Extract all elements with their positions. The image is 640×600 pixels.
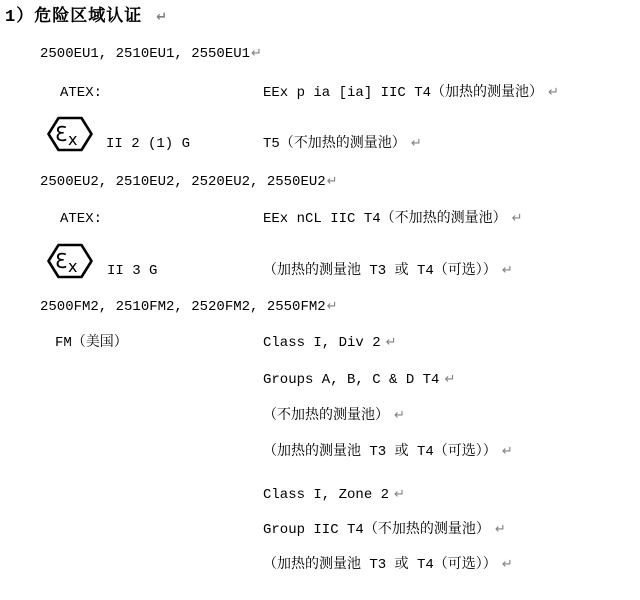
- cert-value-text: （不加热的测量池）: [263, 408, 389, 424]
- cert-value-atex-2: [263, 209, 523, 229]
- fm-cert-line-7: [263, 555, 513, 575]
- atex-ex-icon: [47, 243, 93, 279]
- cert-label-atex-2: [60, 209, 102, 229]
- cert-value-atex-1: [263, 83, 559, 103]
- atex-epsilon-glyph: Ɛ: [55, 249, 68, 273]
- marking-value-2: [263, 261, 513, 281]
- cert-value-text: Class I, Zone 2: [263, 487, 390, 503]
- fm-cert-line-1: [263, 333, 397, 353]
- marking-code-2: [107, 261, 157, 281]
- paragraph-mark: ↵: [385, 335, 397, 350]
- cert-value-text: Group IIC T4（不加热的测量池）: [263, 522, 490, 538]
- fm-cert-line-6: [263, 520, 506, 540]
- paragraph-mark: ↵: [326, 174, 338, 189]
- cert-value-text: （加热的测量池 T3 或 T4（可选））: [263, 444, 497, 460]
- paragraph-mark: ↵: [501, 263, 513, 278]
- marking-code-1: [106, 134, 190, 154]
- cert-value-text: EEx p ia [ia] IIC T4（加热的测量池）: [263, 85, 544, 101]
- model-list-text: 2500EU2, 2510EU2, 2520EU2, 2550EU2: [40, 174, 326, 190]
- cert-value-text: Class I, Div 2: [263, 335, 381, 351]
- paragraph-mark: ↵: [548, 85, 559, 100]
- marking-code-text: II 2 (1) G: [106, 136, 191, 152]
- paragraph-mark: ↵: [394, 408, 405, 423]
- cert-label-text: FM（美国）: [55, 335, 128, 351]
- cert-value-text: EEx nCL IIC T4（不加热的测量池）: [263, 211, 507, 227]
- fm-cert-line-5: [263, 485, 405, 505]
- model-list-eu1: [40, 44, 262, 64]
- atex-ex-icon: [47, 116, 93, 152]
- model-list-text: 2500EU1, 2510EU1, 2550EU1: [40, 46, 251, 62]
- cert-label-atex-1: [60, 83, 102, 103]
- paragraph-mark: ↵: [410, 136, 422, 151]
- paragraph-mark: ↵: [394, 487, 405, 502]
- paragraph-mark: ↵: [326, 299, 338, 314]
- fm-cert-line-3: [263, 406, 405, 426]
- cert-label-text: ATEX:: [60, 211, 103, 227]
- atex-x-glyph: x: [68, 257, 78, 276]
- atex-epsilon-glyph: Ɛ: [55, 122, 68, 146]
- atex-x-glyph: x: [68, 130, 78, 149]
- page-title: 1）危险区域认证: [5, 8, 143, 27]
- paragraph-mark: ↵: [156, 10, 169, 25]
- fm-cert-line-2: [263, 370, 455, 390]
- model-list-fm2: [40, 297, 338, 317]
- paragraph-mark: ↵: [501, 557, 513, 572]
- marking-value-1: [263, 134, 422, 154]
- paragraph-mark: ↵: [501, 444, 513, 459]
- paragraph-mark: ↵: [251, 46, 262, 61]
- marking-value-text: T5（不加热的测量池）: [263, 136, 406, 152]
- cert-value-text: Groups A, B, C & D T4: [263, 372, 440, 388]
- marking-value-text: （加热的测量池 T3 或 T4（可选））: [263, 263, 497, 279]
- marking-code-text: II 3 G: [107, 263, 158, 279]
- paragraph-mark: ↵: [444, 372, 456, 387]
- cert-label-fm: [55, 333, 128, 353]
- model-list-text: 2500FM2, 2510FM2, 2520FM2, 2550FM2: [40, 299, 326, 315]
- model-list-eu2: [40, 172, 338, 192]
- fm-cert-line-4: [263, 442, 513, 462]
- heading-line: [5, 7, 168, 29]
- cert-value-text: （加热的测量池 T3 或 T4（可选））: [263, 557, 497, 573]
- paragraph-mark: ↵: [511, 211, 523, 226]
- cert-label-text: ATEX:: [60, 85, 103, 101]
- paragraph-mark: ↵: [494, 522, 506, 537]
